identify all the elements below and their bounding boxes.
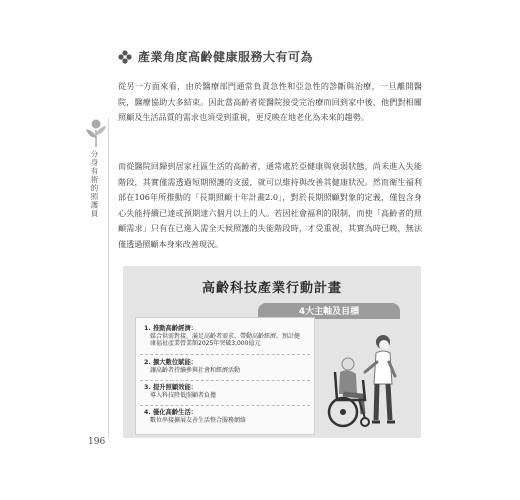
paragraph-1: 從另一方面來看，由於醫療部門通常負責急性和亞急性的診斷與治療，一旦離開醫院，醫療協助大多結束。因此當高齡者從醫院接受完治療而回到家中後，他們對相關照顧及生活品質的需求也須受到重視，更反映在地老化為未來的趨勢。 xyxy=(118,81,422,123)
infographic-title: 高齡科技產業行動計畫 xyxy=(201,281,342,296)
section-heading xyxy=(118,48,313,65)
goals-card xyxy=(135,317,315,435)
leaf-ornament-icon xyxy=(83,118,109,148)
goal-item-title: 1. 推動高齡經濟： xyxy=(144,325,198,332)
infographic-subtitle: 4大主軸及目標 xyxy=(298,307,360,317)
goal-item-title: 3. 提升照顧效能： xyxy=(144,384,198,391)
flower-icon xyxy=(118,50,132,64)
goal-item-title: 2. 擴大數位賦能： xyxy=(144,359,198,366)
goal-item-desc: 媒合供需對接，滿足高齡者需求、帶動高齡經濟，預計健康福祉產業營業額2025年突破3,000億元 xyxy=(150,332,301,347)
section-heading-text: 產業角度高齡健康服務大有可為 xyxy=(138,50,314,64)
divider xyxy=(140,354,310,355)
caregiver-wheelchair-illustration xyxy=(313,322,413,434)
margin-rule xyxy=(108,118,109,438)
goal-item-desc: 讓高齡者持續參與社會和經濟活動 xyxy=(150,366,241,374)
goal-item-title: 4. 優化高齡生活： xyxy=(144,409,198,416)
goal-item-4 xyxy=(144,409,246,424)
goal-item-desc: 導入科技降低照顧者負擔 xyxy=(150,391,217,399)
goal-item-desc: 數位串接擴展友善生活整合服務網絡 xyxy=(150,416,247,424)
page-number: 196 xyxy=(88,437,106,447)
divider xyxy=(140,380,310,381)
goal-item-1 xyxy=(144,325,300,348)
goal-item-2 xyxy=(144,359,240,374)
chapter-side-title: 分身有術的照護員 xyxy=(90,150,99,218)
divider xyxy=(140,405,310,406)
infographic xyxy=(123,266,421,438)
goal-item-3 xyxy=(144,384,216,399)
paragraph-2: 而從醫院回歸到居家社區生活的高齡者，通常處於亞健康與衰弱狀態，尚未進入失能階段，其實僅需透過短期照護的支援，就可以維持與改善其健康狀況。然而衛生福利部在106年所推動的「長期照顧十年計畫2.0」，對於長期照顧對象的定義，僅包含身心失能持續已達或預期達六個月以上的人。若因社會福利的限制，而使「高齡者的照顧需求」只有在已進入需全天候照護的失能階段時，才受重視，其實為時已晚，無法僅透過照顧本身來改善現況。 xyxy=(118,161,422,249)
